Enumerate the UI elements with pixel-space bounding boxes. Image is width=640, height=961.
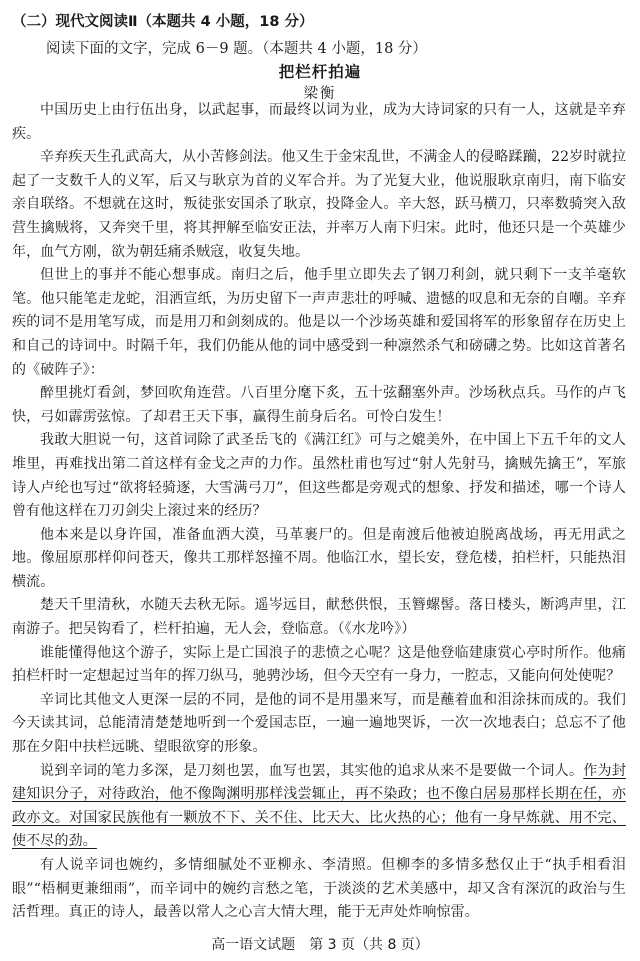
paragraph: 他本来是以身许国，准备血洒大漠，马革裹尸的。但是南渡后他被迫脱离战场，再无用武之地。像屈原那样仰问苍天，像共工那样怒撞不周。他临江水，望长安，登危楼，拍栏杆，只能热泪横流。 bbox=[12, 526, 626, 590]
paragraph: 有人说辛词也婉约，多情细腻处不亚柳永、李清照。但柳李的多情多愁仅止于“执手相看泪眼”“梧桐更兼细雨”，而辛词中的婉约言愁之笔，于淡淡的艺术美感中，却又含有深沉的政治与生活哲理。真正的诗人，最善以常人之心言大情大理，能于无声处炸响惊雷。 bbox=[12, 857, 626, 921]
section-heading: （二）现代文阅读Ⅱ（本题共 4 小题，18 分） bbox=[12, 14, 314, 30]
article-title: 把栏杆拍遍 bbox=[278, 63, 362, 81]
paragraph-with-underline bbox=[12, 760, 626, 854]
quoted-poem-shuilongyin: 楚天千里清秋，水随天去秋无际。遥岑远目，献愁供恨，玉簪螺髻。落日楼头，断鸿声里，江南游子。把吴钩看了，栏杆拍遍，无人会，登临意。（《水龙吟》） bbox=[12, 597, 626, 638]
paragraph-intro: 说到辛词的笔力多深，是刀刻也罢，血写也罢，其实他的追求从来不是要做一个词人。 bbox=[40, 762, 584, 779]
underlined-sentence: 作为封建知识分子，对待政治，他不像陶渊明那样浅尝辄止，再不染政；也不像白居易那样长期在任，亦政亦文。对国家民族他有一颗放不下、关不住、比天大、比火热的心；他有一身早炼就、用不完、使不尽的劲。 bbox=[12, 762, 626, 850]
paragraph: 中国历史上由行伍出身，以武起事，而最终以词为业，成为大诗词家的只有一人，这就是辛弃疾。 bbox=[12, 102, 626, 142]
page-footer: 高一语文试题 第 3 页（共 8 页） bbox=[211, 937, 429, 953]
paragraph: 谁能懂得他这个游子，实际上是亡国浪子的悲愤之心呢？这是他登临建康赏心亭时所作。他痛拍栏杆时一定想起过当年的挥刀纵马，驰骋沙场，但今天空有一身力，一腔志，又能向何处使呢？ bbox=[12, 644, 626, 685]
paragraph: 辛词比其他文人更深一层的不同，是他的词不是用墨来写，而是蘸着血和泪涂抹而成的。我们今天读其词，总能清清楚楚地听到一个爱国志臣，一遍一遍地哭诉，一次一次地表白；总忘不了他那在夕阳中扶栏远眺、望眼欲穿的形象。 bbox=[12, 691, 626, 756]
question-instruction: 阅读下面的文字，完成 6－9 题。（本题共 4 小题，18 分） bbox=[46, 41, 427, 57]
article-author: 梁衡 bbox=[303, 86, 337, 102]
paragraph: 辛弃疾天生孔武高大，从小苦修剑法。他又生于金宋乱世，不满金人的侵略蹂躏，22岁时就拉起了一支数千人的义军，后又与耿京为首的义军合并。为了光复大业，他说服耿京南归，南下临安亲自联络。不想就在这时，叛徒张安国杀了耿京，投降金人。辛大怒，跃马横刀，只率数骑突入敌营生擒贼将，又奔突千里，将其押解至临安正法，并率万人南下归宋。此时，他还只是一个英雄少年，血气方刚，欲为朝廷痛杀贼寇，收复失地。 bbox=[12, 149, 626, 260]
paragraph: 但世上的事并不能心想事成。南归之后，他手里立即失去了钢刀利剑，就只剩下一支羊毫软笔。他只能笔走龙蛇，泪洒宣纸，为历史留下一声声悲壮的呼喊、遗憾的叹息和无奈的自嘲。辛弃疾的词不是用笔写成，而是用刀和剑刻成的。他是以一个沙场英雄和爱国将军的形象留存在历史上和自己的诗词中。时隔千年，我们仍能从他的词中感受到一种凛然杀气和磅礴之势。比如这首著名的《破阵子》： bbox=[12, 267, 626, 378]
quoted-poem-pozhenzi: 醉里挑灯看剑，梦回吹角连营。八百里分麾下炙，五十弦翻塞外声。沙场秋点兵。马作的卢飞快，弓如霹雳弦惊。了却君王天下事，赢得生前身后名。可怜白发生！ bbox=[12, 385, 626, 425]
article-body bbox=[12, 99, 626, 925]
paragraph: 我敢大胆说一句，这首词除了武圣岳飞的《满江红》可与之媲美外，在中国上下五千年的文人堆里，再难找出第二首这样有金戈之声的力作。虽然杜甫也写过“射人先射马，擒贼先擒王”，军旅诗人卢纶也写过“欲将轻骑逐，大雪满弓刀”，但这些都是旁观式的想象、抒发和描述，哪一个诗人曾有他这样在刀刃剑尖上滚过来的经历？ bbox=[12, 432, 626, 520]
